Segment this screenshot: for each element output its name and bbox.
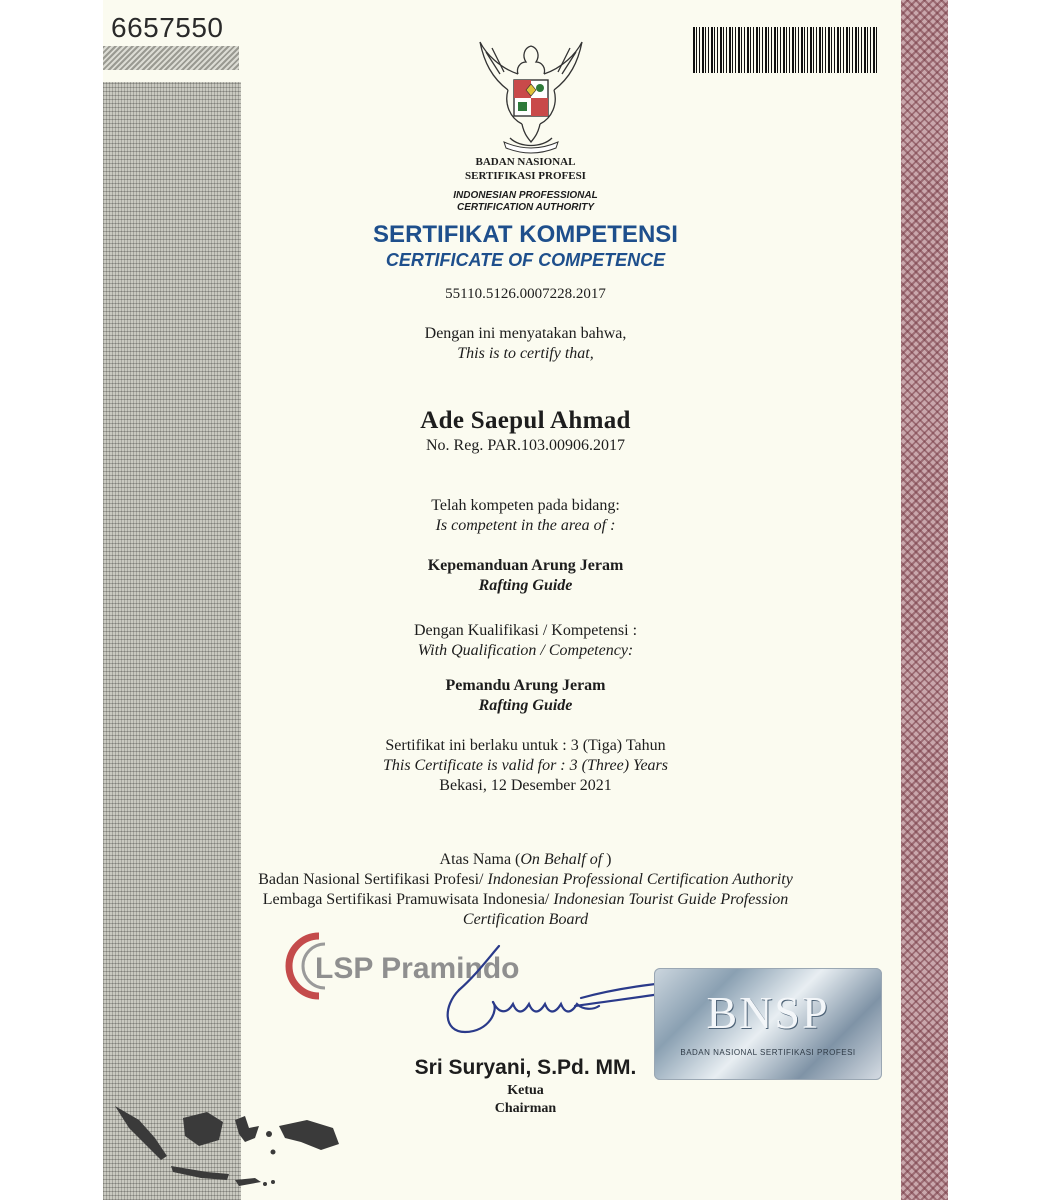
signature-mark [403, 940, 683, 1050]
certificate-title-id: SERTIFIKAT KOMPETENSI [373, 221, 678, 248]
serial-number: 6657550 [111, 12, 224, 43]
place-date: Bekasi, 12 Desember 2021 [439, 777, 612, 794]
certificate-page [103, 0, 948, 1200]
qualification-label-id: Dengan Kualifikasi / Kompetensi : [413, 622, 638, 639]
holder-name: Ade Saepul Ahmad [420, 407, 631, 434]
on-behalf-line1: Atas Nama (On Behalf of ) [439, 851, 612, 868]
qualification-value-id: Pemandu Arung Jeram [445, 677, 606, 694]
signatory-role-id: Ketua [507, 1083, 544, 1098]
qualification-label-en: With Qualification / Competency: [417, 642, 634, 659]
hologram-text: BNSP [706, 987, 830, 1038]
garuda-emblem-icon [470, 38, 592, 156]
indonesia-map-icon [111, 1098, 341, 1200]
competent-area-value-en: Rafting Guide [478, 577, 573, 594]
validity-en: This Certificate is valid for : 3 (Three) Years [382, 757, 669, 774]
on-behalf-line4: Certification Board [462, 911, 589, 928]
validity-id: Sertifikat ini berlaku untuk : 3 (Tiga) Tahun [385, 737, 666, 754]
holder-registration: No. Reg. PAR.103.00906.2017 [426, 437, 625, 454]
qualification-value-en: Rafting Guide [478, 697, 573, 714]
signatory-role-en: Chairman [494, 1101, 557, 1116]
agency-name-en-line1: INDONESIAN PROFESSIONAL [453, 190, 598, 201]
declaration-en: This is to certify that, [457, 345, 594, 362]
signatory-name: Sri Suryani, S.Pd. MM. [414, 1056, 637, 1079]
barcode [693, 27, 877, 73]
agency-name-id-line2: SERTIFIKASI PROFESI [465, 170, 586, 182]
competent-area-value-id: Kepemanduan Arung Jeram [427, 557, 624, 574]
lsp-logo-text: LSP Pramindo [315, 952, 520, 985]
agency-name-id-line1: BADAN NASIONAL [475, 156, 576, 168]
on-behalf-line2: Badan Nasional Sertifikasi Profesi/ Indonesian Professional Certification Authority [258, 871, 793, 888]
hologram-subtext: BADAN NASIONAL SERTIFIKASI PROFESI [680, 1048, 856, 1057]
certificate-number: 55110.5126.0007228.2017 [445, 286, 606, 302]
declaration-id: Dengan ini menyatakan bahwa, [424, 325, 627, 342]
certificate-title-en: CERTIFICATE OF COMPETENCE [385, 250, 666, 270]
agency-name-en-line2: CERTIFICATION AUTHORITY [456, 202, 595, 213]
competent-area-label-id: Telah kompeten pada bidang: [431, 497, 620, 514]
serial-strip [103, 46, 239, 70]
on-behalf-line3: Lembaga Sertifikasi Pramuwisata Indonesia/ Indonesian Tourist Guide Profession [262, 891, 789, 908]
competent-area-label-en: Is competent in the area of : [435, 517, 616, 534]
